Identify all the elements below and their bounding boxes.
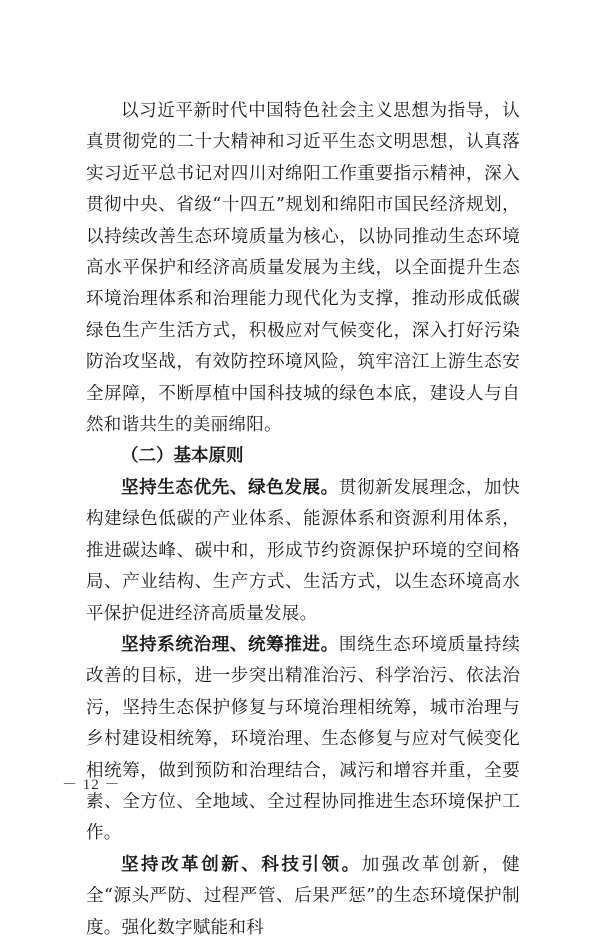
page-number: － 12 － <box>62 777 121 793</box>
section-heading: （二）基本原则 <box>121 446 244 467</box>
principle-paragraph-3 <box>86 850 520 944</box>
principle-paragraph-2 <box>86 630 520 850</box>
principle-lead: 坚持系统治理、统筹推进。 <box>121 634 339 655</box>
paragraph-text: 以习近平新时代中国特色社会主义思想为指导，认真贯彻党的二十大精神和习近平生态文明思想，认真落实习近平总书记对四川对绵阳工作重要指示精神，深入贯彻中央、省级“十四五”规划和绵阳市国民经济规划，以持续改善生态环境质量为核心，以协同推动生态环境高水平保护和经济高质量发展为主线，以全面提升生态环境治理体系和治理能力现代化为支撑，推动形成低碳绿色生产生活方式，积极应对气候变化，深入打好污染防治攻坚战，有效防控环境风险，筑牢涪江上游生态安全屏障，不断厚植中国科技城的绿色本底，建设人与自然和谐共生的美丽绵阳。 <box>86 101 520 436</box>
guiding-ideology-paragraph <box>86 96 520 441</box>
principle-paragraph-1 <box>86 473 520 630</box>
principle-text: 加强改革创新，健全“源头严防、过程严管、后果严惩”的生态环境保护制度。强化数字赋能和科 <box>86 854 520 938</box>
principle-text: 围绕生态环境质量持续改善的目标，进一步突出精准治污、科学治污、依法治污，坚持生态保护修复与环境治理相统筹，城市治理与乡村建设相统筹，环境治理、生态修复与应对气候变化相统筹，做到预防和治理结合，减污和增容并重，全要素、全方位、全地域、全过程协同推进生态环境保护工作。 <box>86 634 520 844</box>
body-text <box>86 96 520 944</box>
principle-lead: 坚持生态优先、绿色发展。 <box>121 477 339 498</box>
principle-text: 贯彻新发展理念，加快构建绿色低碳的产业体系、能源体系和资源利用体系，推进碳达峰、碳中和，形成节约资源保护环境的空间格局、产业结构、生产方式、生活方式，以生态环境高水平保护促进经济高质量发展。 <box>86 477 520 624</box>
principle-lead: 坚持改革创新、科技引领。 <box>121 854 362 875</box>
